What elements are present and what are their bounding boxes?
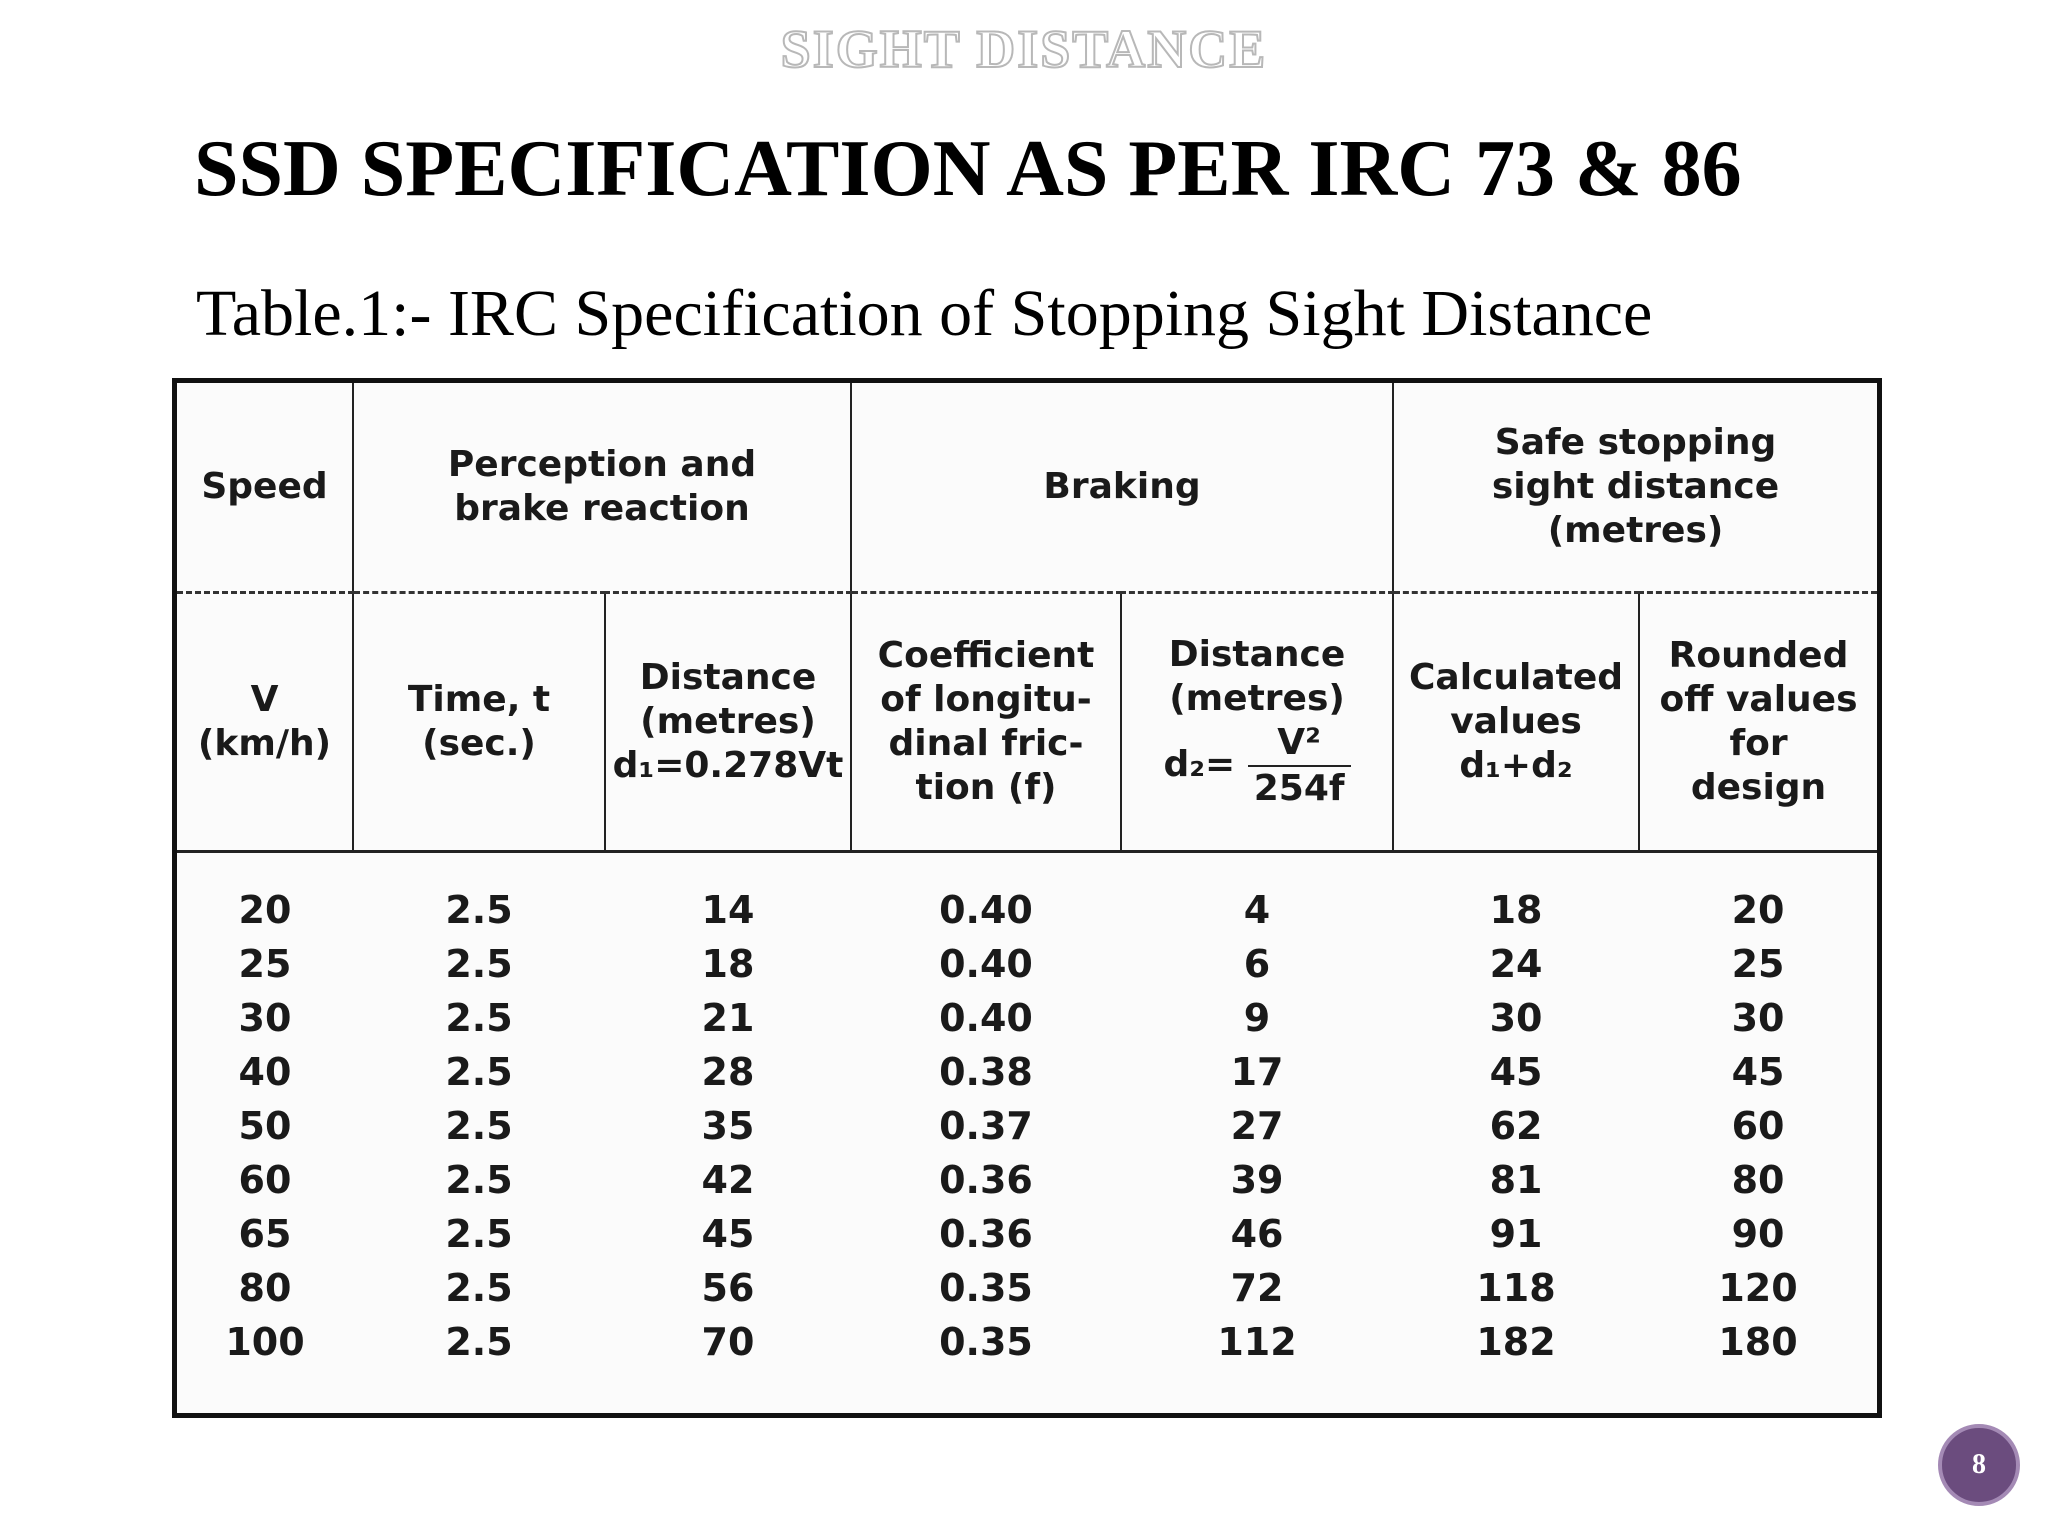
sub-header-row xyxy=(177,593,1877,852)
table-row xyxy=(177,1207,1877,1261)
cell-d2: 4 xyxy=(1243,888,1271,932)
cell-rounded: 45 xyxy=(1731,1050,1785,1094)
cell-friction: 0.36 xyxy=(939,1212,1033,1256)
cell-time: 2.5 xyxy=(445,1320,513,1364)
cell-speed: 65 xyxy=(238,1212,292,1256)
table-caption: Table.1:- IRC Specification of Stopping Sight Distance xyxy=(196,277,1653,350)
page-number-badge: 8 xyxy=(1938,1424,2020,1506)
subheader-rounded-values: Rounded off values for design xyxy=(1639,593,1877,852)
cell-time: 2.5 xyxy=(445,888,513,932)
subheader-distance-d1: Distance (metres) d₁=0.278Vt xyxy=(605,593,851,852)
cell-d1: 56 xyxy=(701,1266,755,1310)
cell-rounded: 80 xyxy=(1731,1158,1785,1202)
cell-calculated: 30 xyxy=(1489,996,1543,1040)
cell-rounded: 60 xyxy=(1731,1104,1785,1148)
cell-d2: 27 xyxy=(1230,1104,1284,1148)
cell-d1: 18 xyxy=(701,942,755,986)
cell-friction: 0.37 xyxy=(939,1104,1033,1148)
ssd-spec-table xyxy=(172,378,1882,1418)
cell-rounded: 90 xyxy=(1731,1212,1785,1256)
cell-time: 2.5 xyxy=(445,1158,513,1202)
table-row xyxy=(177,937,1877,991)
cell-calculated: 81 xyxy=(1489,1158,1543,1202)
header-braking: Braking xyxy=(851,383,1393,593)
cell-friction: 0.38 xyxy=(939,1050,1033,1094)
subheader-speed-v: V (km/h) xyxy=(177,593,353,852)
cell-d2: 39 xyxy=(1230,1158,1284,1202)
cell-d2: 46 xyxy=(1230,1212,1284,1256)
cell-d1: 35 xyxy=(701,1104,755,1148)
cell-time: 2.5 xyxy=(445,996,513,1040)
cell-friction: 0.40 xyxy=(939,888,1033,932)
subheader-coefficient-friction: Coefficient of longitu- dinal fric- tion (f) xyxy=(851,593,1121,852)
cell-friction: 0.35 xyxy=(939,1320,1033,1364)
cell-d2: 72 xyxy=(1230,1266,1284,1310)
cell-d2: 9 xyxy=(1243,996,1271,1040)
cell-d2: 6 xyxy=(1243,942,1271,986)
spec-table xyxy=(177,383,1877,1369)
header-speed: Speed xyxy=(177,383,353,593)
subheader-time: Time, t (sec.) xyxy=(353,593,605,852)
cell-d2: 112 xyxy=(1217,1320,1297,1364)
cell-speed: 60 xyxy=(238,1158,292,1202)
table-row xyxy=(177,1153,1877,1207)
header-perception-brake-reaction: Perception and brake reaction xyxy=(353,383,851,593)
cell-time: 2.5 xyxy=(445,1104,513,1148)
cell-d1: 45 xyxy=(701,1212,755,1256)
cell-rounded: 180 xyxy=(1718,1320,1798,1364)
table-row xyxy=(177,1315,1877,1369)
cell-friction: 0.40 xyxy=(939,942,1033,986)
cell-time: 2.5 xyxy=(445,1266,513,1310)
cell-friction: 0.35 xyxy=(939,1266,1033,1310)
cell-speed: 25 xyxy=(238,942,292,986)
table-row xyxy=(177,1261,1877,1315)
table-row xyxy=(177,1099,1877,1153)
cell-rounded: 20 xyxy=(1731,888,1785,932)
cell-rounded: 120 xyxy=(1718,1266,1798,1310)
cell-d1: 28 xyxy=(701,1050,755,1094)
cell-friction: 0.36 xyxy=(939,1158,1033,1202)
cell-time: 2.5 xyxy=(445,1212,513,1256)
cell-speed: 80 xyxy=(238,1266,292,1310)
cell-friction: 0.40 xyxy=(939,996,1033,1040)
cell-time: 2.5 xyxy=(445,942,513,986)
cell-speed: 20 xyxy=(238,888,292,932)
cell-speed: 40 xyxy=(238,1050,292,1094)
cell-calculated: 118 xyxy=(1476,1266,1556,1310)
cell-speed: 30 xyxy=(238,996,292,1040)
cell-d1: 70 xyxy=(701,1320,755,1364)
table-row xyxy=(177,852,1877,938)
cell-calculated: 62 xyxy=(1489,1104,1543,1148)
cell-speed: 50 xyxy=(238,1104,292,1148)
table-row xyxy=(177,991,1877,1045)
cell-d2: 17 xyxy=(1230,1050,1284,1094)
cell-d1: 14 xyxy=(701,888,755,932)
cell-rounded: 30 xyxy=(1731,996,1785,1040)
cell-d1: 42 xyxy=(701,1158,755,1202)
section-title: SIGHT DISTANCE xyxy=(780,19,1268,79)
cell-calculated: 91 xyxy=(1489,1212,1543,1256)
header-safe-stopping-sight-distance: Safe stopping sight distance (metres) xyxy=(1393,383,1877,593)
cell-time: 2.5 xyxy=(445,1050,513,1094)
cell-calculated: 182 xyxy=(1476,1320,1556,1364)
table-row xyxy=(177,1045,1877,1099)
slide-heading: SSD SPECIFICATION AS PER IRC 73 & 86 xyxy=(194,125,1742,213)
d2-formula: d₂= $\frac{\text{V²}}{254f}$ xyxy=(1128,721,1386,811)
subheader-calculated-values: Calculated values d₁+d₂ xyxy=(1393,593,1639,852)
group-header-row xyxy=(177,383,1877,593)
cell-calculated: 18 xyxy=(1489,888,1543,932)
cell-d1: 21 xyxy=(701,996,755,1040)
cell-speed: 100 xyxy=(225,1320,305,1364)
cell-rounded: 25 xyxy=(1731,942,1785,986)
subheader-distance-d2: Distance (metres) d₂= $\frac{\text{V²}}{254f}$ xyxy=(1121,593,1393,852)
cell-calculated: 45 xyxy=(1489,1050,1543,1094)
cell-calculated: 24 xyxy=(1489,942,1543,986)
